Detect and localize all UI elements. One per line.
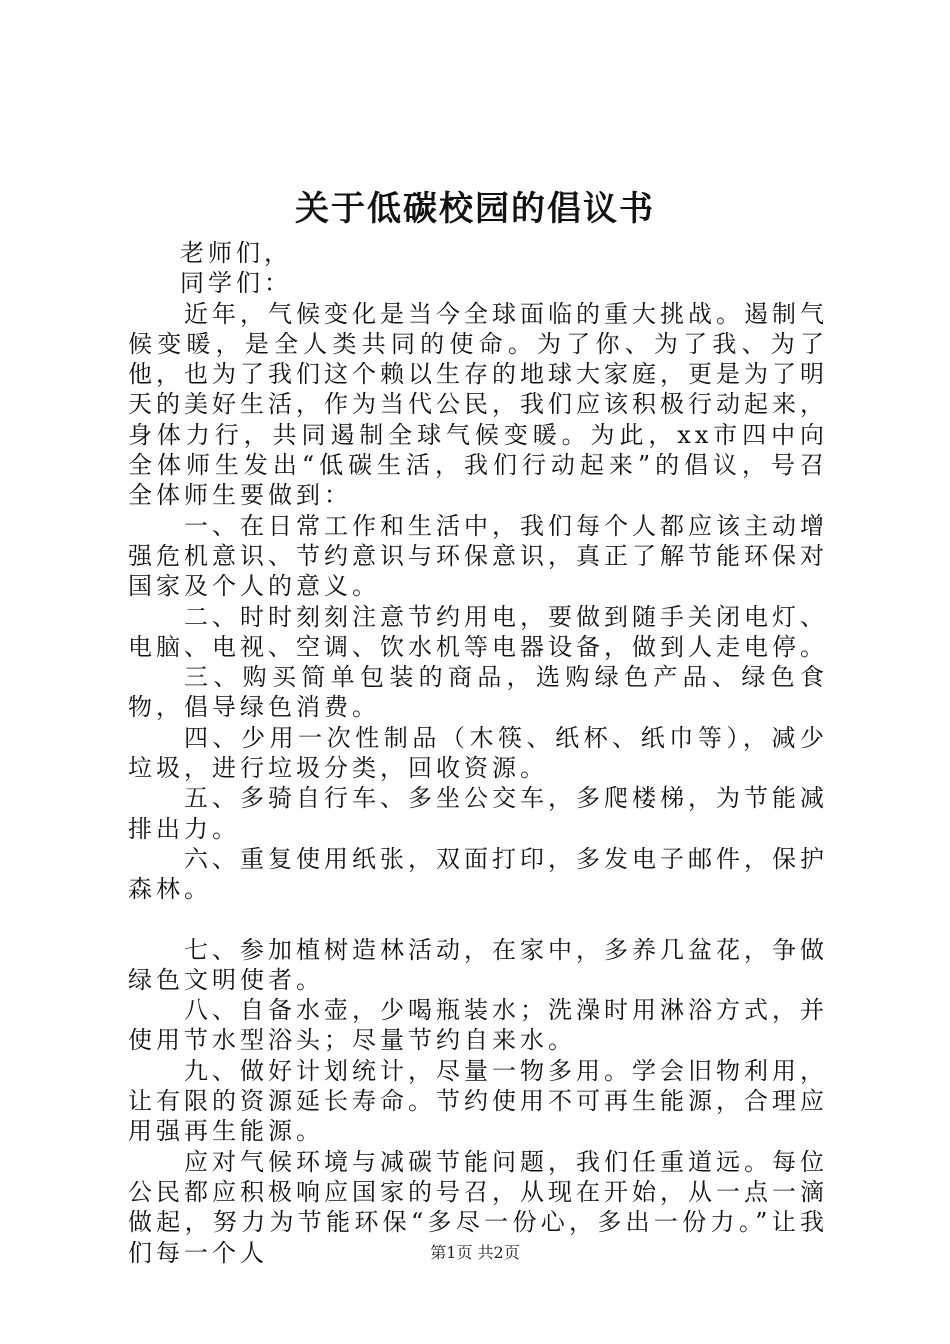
page-number-footer: 第1页 共2页 <box>430 1243 520 1262</box>
document-body <box>128 238 828 1268</box>
paragraph-item-1: 一、在日常工作和生活中，我们每个人都应该主动增强危机意识、节约意识与环保意识，真正了解节能环保对国家及个人的意义。 <box>128 511 828 601</box>
paragraph-gap <box>128 905 828 935</box>
document-title: 关于低碳校园的倡议书 <box>295 189 655 229</box>
paragraph-item-4: 四、少用一次性制品（木筷、纸杯、纸巾等），减少垃圾，进行垃圾分类，回收资源。 <box>128 723 828 783</box>
paragraph-item-9: 九、做好计划统计，尽量一物多用。学会旧物利用，让有限的资源延长寿命。节约使用不可再生能源，合理应用强再生能源。 <box>128 1056 828 1146</box>
paragraph-item-3: 三、购买简单包装的商品，选购绿色产品、绿色食物，倡导绿色消费。 <box>128 663 828 722</box>
paragraph-intro: 近年，气候变化是当今全球面临的重大挑战。遏制气候变暖，是全人类共同的使命。为了你、为了我、为了他，也为了我们这个赖以生存的地球大家庭，更是为了明天的美好生活，作为当代公民，我们应该积极行动起来，身体力行，共同遏制全球气候变暖。为此，xx市四中向全体师生发出“低碳生活，我们行动起来”的倡议，号召全体师生要做到： <box>128 299 828 510</box>
greeting-teachers: 老师们， <box>180 239 292 267</box>
paragraph-closing: 应对气候环境与减碳节能问题，我们任重道远。每位公民都应积极响应国家的号召，从现在开始，从一点一滴做起，努力为节能环保“多尽一份心，多出一份力。”让我们每一个人 <box>128 1147 828 1267</box>
paragraph-item-7: 七、参加植树造林活动，在家中，多养几盆花，争做绿色文明使者。 <box>128 935 828 994</box>
paragraph-item-5: 五、多骑自行车、多坐公交车，多爬楼梯，为节能减排出力。 <box>128 784 828 843</box>
paragraph-item-8: 八、自备水壶，少喝瓶装水；洗澡时用淋浴方式，并使用节水型浴头；尽量节约自来水。 <box>128 996 828 1055</box>
greeting-students: 同学们： <box>180 269 292 298</box>
paragraph-item-2: 二、时时刻刻注意节约用电，要做到随手关闭电灯、电脑、电视、空调、饮水机等电器设备，做到人走电停。 <box>128 602 828 661</box>
paragraph-item-6: 六、重复使用纸张，双面打印，多发电子邮件，保护森林。 <box>128 844 828 904</box>
